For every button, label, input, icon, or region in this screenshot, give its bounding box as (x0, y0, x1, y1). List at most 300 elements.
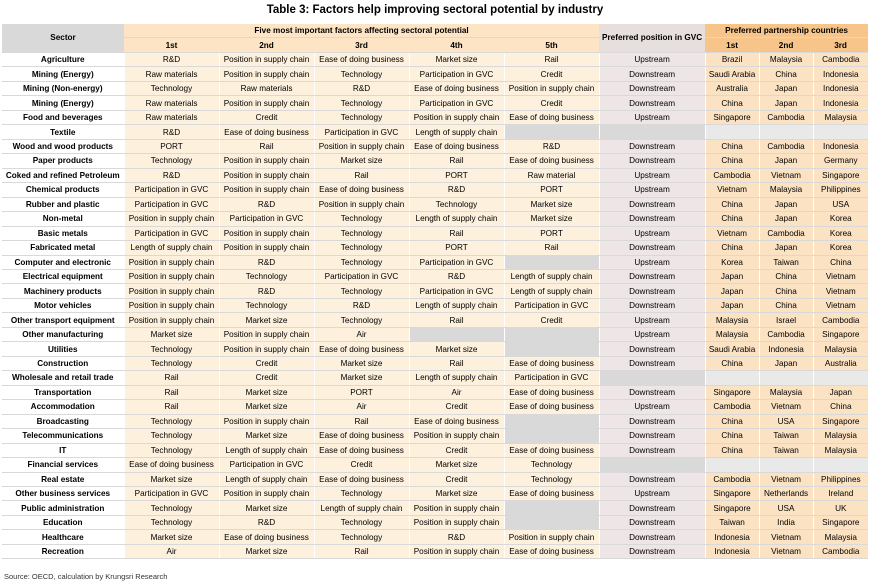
factor-cell: Participation in GVC (124, 487, 219, 501)
position-cell: Downstream (599, 530, 705, 544)
factor-cell: Participation in GVC (124, 197, 219, 211)
partner-cell: Malaysia (759, 385, 813, 399)
factor-cell: Participation in GVC (219, 212, 314, 226)
factor-cell (504, 327, 599, 341)
partner-cell: Japan (759, 154, 813, 168)
partner-cell: Malaysia (759, 52, 813, 66)
factor-cell: Air (124, 544, 219, 558)
table-row (2, 400, 868, 414)
factor-cell: Ease of doing business (314, 342, 409, 356)
partner-cell: Japan (759, 212, 813, 226)
position-cell (599, 458, 705, 472)
factor-cell: Ease of doing business (504, 110, 599, 124)
partner-cell: Indonesia (813, 81, 868, 95)
factor-cell: Raw materials (219, 81, 314, 95)
factor-cell: Ease of doing business (504, 544, 599, 558)
factor-cell: Participation in GVC (504, 298, 599, 312)
factor-cell: Rail (314, 414, 409, 428)
partner-cell: China (759, 67, 813, 81)
partner-cell: Korea (813, 212, 868, 226)
partner-cell: Cambodia (759, 226, 813, 240)
partner-cell: Malaysia (813, 530, 868, 544)
table-row (2, 269, 868, 283)
partner-cell: Malaysia (705, 327, 759, 341)
partner-cell: Taiwan (705, 515, 759, 529)
factor-cell (504, 515, 599, 529)
factor-cell: R&D (409, 269, 504, 283)
sector-cell: Wood and wood products (2, 139, 124, 153)
partner-cell: China (705, 212, 759, 226)
factor-cell: Ease of doing business (314, 443, 409, 457)
factor-cell: Market size (409, 487, 504, 501)
sector-cell: Other transport equipment (2, 313, 124, 327)
partner-cell: Indonesia (705, 544, 759, 558)
position-cell: Downstream (599, 472, 705, 486)
factor-cell: Length of supply chain (219, 443, 314, 457)
factor-cell: Technology (314, 515, 409, 529)
factor-cell: Length of supply chain (314, 501, 409, 515)
table-row (2, 458, 868, 472)
factor-cell: Market size (314, 356, 409, 370)
factor-cell: PORT (504, 226, 599, 240)
table-row (2, 67, 868, 81)
partner-cell: Germany (813, 154, 868, 168)
header-factors-group: Five most important factors affecting sectoral potential (124, 24, 599, 38)
factor-cell: Credit (219, 110, 314, 124)
factor-cell: Position in supply chain (219, 67, 314, 81)
factor-cell: Market size (219, 501, 314, 515)
table-row (2, 327, 868, 341)
partner-cell: China (813, 255, 868, 269)
sector-cell: Recreation (2, 544, 124, 558)
sector-cell: Rubber and plastic (2, 197, 124, 211)
factor-cell: Ease of doing business (409, 414, 504, 428)
sector-cell: Utilities (2, 342, 124, 356)
factor-cell: Length of supply chain (124, 241, 219, 255)
factor-cell: Position in supply chain (219, 96, 314, 110)
factor-cell: Rail (124, 385, 219, 399)
factor-cell: Position in supply chain (219, 487, 314, 501)
factor-cell: Market size (124, 327, 219, 341)
partner-cell: China (705, 356, 759, 370)
partner-cell: Cambodia (813, 313, 868, 327)
partner-cell: Israel (759, 313, 813, 327)
partner-cell: Saudi Arabia (705, 342, 759, 356)
factor-cell: Technology (124, 515, 219, 529)
factor-cell: R&D (124, 168, 219, 182)
factor-cell: Credit (219, 356, 314, 370)
table-row (2, 515, 868, 529)
factor-cell: Ease of doing business (219, 530, 314, 544)
factor-cell: Length of supply chain (409, 298, 504, 312)
sector-cell: Basic metals (2, 226, 124, 240)
factor-cell: Rail (504, 52, 599, 66)
partner-cell: Malaysia (705, 313, 759, 327)
partner-cell: Singapore (813, 168, 868, 182)
sector-cell: Electrical equipment (2, 269, 124, 283)
factor-cell: R&D (314, 298, 409, 312)
factor-cell: Market size (504, 212, 599, 226)
factor-cell: Technology (504, 458, 599, 472)
partner-cell: China (705, 197, 759, 211)
sector-cell: Public administration (2, 501, 124, 515)
header-partner-1st: 1st (705, 38, 759, 52)
sector-cell: Mining (Non-energy) (2, 81, 124, 95)
header-partner-2nd: 2nd (759, 38, 813, 52)
partner-cell: Japan (705, 298, 759, 312)
partner-cell: Japan (759, 356, 813, 370)
factors-table (2, 24, 868, 559)
partner-cell: Singapore (705, 110, 759, 124)
factor-cell: Technology (314, 284, 409, 298)
factor-cell: Ease of doing business (409, 81, 504, 95)
position-cell: Downstream (599, 501, 705, 515)
sector-cell: Other manufacturing (2, 327, 124, 341)
sector-cell: Coked and refined Petroleum (2, 168, 124, 182)
partner-cell: China (705, 241, 759, 255)
factor-cell: Market size (409, 458, 504, 472)
partner-cell: Australia (705, 81, 759, 95)
sector-cell: Non-metal (2, 212, 124, 226)
source-note: Source: OECD, calculation by Krungsri Research (4, 572, 168, 581)
sector-cell: Agriculture (2, 52, 124, 66)
position-cell: Downstream (599, 385, 705, 399)
factor-cell: Rail (314, 544, 409, 558)
partner-cell: Singapore (705, 487, 759, 501)
sector-cell: Accommodation (2, 400, 124, 414)
factor-cell: Ease of doing business (314, 472, 409, 486)
table-row (2, 443, 868, 457)
partner-cell: Singapore (705, 385, 759, 399)
partner-cell: Malaysia (813, 443, 868, 457)
factor-cell: Position in supply chain (124, 212, 219, 226)
sector-cell: Mining (Energy) (2, 96, 124, 110)
partner-cell: USA (813, 197, 868, 211)
factor-cell: Market size (219, 400, 314, 414)
factor-cell: Technology (314, 530, 409, 544)
partner-cell (705, 458, 759, 472)
partner-cell: Vietnam (705, 226, 759, 240)
partner-cell: Taiwan (759, 255, 813, 269)
position-cell: Downstream (599, 298, 705, 312)
factor-cell: R&D (409, 183, 504, 197)
factor-cell: Participation in GVC (409, 255, 504, 269)
position-cell: Upstream (599, 183, 705, 197)
position-cell: Downstream (599, 429, 705, 443)
partner-cell: Indonesia (759, 342, 813, 356)
position-cell: Downstream (599, 443, 705, 457)
factor-cell: Technology (314, 212, 409, 226)
partner-cell: China (759, 284, 813, 298)
factor-cell: Technology (504, 472, 599, 486)
factor-cell: Credit (314, 458, 409, 472)
factor-cell: Rail (409, 356, 504, 370)
factor-cell: Technology (314, 313, 409, 327)
factor-cell: Technology (219, 269, 314, 283)
partner-cell: Cambodia (759, 110, 813, 124)
factor-cell: Rail (124, 371, 219, 385)
factor-cell: Length of supply chain (504, 269, 599, 283)
factor-cell: Market size (124, 472, 219, 486)
header-sector: Sector (2, 24, 124, 52)
sector-cell: Machinery products (2, 284, 124, 298)
partner-cell: Brazil (705, 52, 759, 66)
partner-cell: Indonesia (813, 139, 868, 153)
partner-cell: Vietnam (759, 544, 813, 558)
sector-cell: Chemical products (2, 183, 124, 197)
sector-cell: Wholesale and retail trade (2, 371, 124, 385)
partner-cell: Cambodia (759, 327, 813, 341)
table-row (2, 125, 868, 139)
factor-cell: Ease of doing business (504, 487, 599, 501)
table-row (2, 81, 868, 95)
factor-cell: R&D (504, 139, 599, 153)
factor-cell: R&D (219, 197, 314, 211)
table-title: Table 3: Factors help improving sectoral potential by industry (266, 4, 604, 16)
partner-cell: Philippines (813, 183, 868, 197)
factor-cell: Participation in GVC (219, 458, 314, 472)
factor-cell: Air (314, 400, 409, 414)
factor-cell: Position in supply chain (409, 544, 504, 558)
header-factor-5th: 5th (504, 38, 599, 52)
table-row (2, 52, 868, 66)
position-cell: Downstream (599, 342, 705, 356)
sector-cell: Paper products (2, 154, 124, 168)
factor-cell: Technology (124, 342, 219, 356)
partner-cell: Vietnam (759, 400, 813, 414)
sector-cell: Healthcare (2, 530, 124, 544)
factor-cell: Position in supply chain (409, 515, 504, 529)
factor-cell: Position in supply chain (124, 284, 219, 298)
factor-cell (504, 342, 599, 356)
position-cell: Downstream (599, 241, 705, 255)
factor-cell: Rail (409, 313, 504, 327)
sector-cell: Motor vehicles (2, 298, 124, 312)
factor-cell: Position in supply chain (124, 298, 219, 312)
factor-cell: Technology (314, 110, 409, 124)
partner-cell: China (759, 269, 813, 283)
factor-cell (504, 125, 599, 139)
factor-cell: Ease of doing business (124, 458, 219, 472)
factor-cell: Ease of doing business (504, 400, 599, 414)
factor-cell: Market size (504, 197, 599, 211)
factor-cell: Ease of doing business (504, 385, 599, 399)
factor-cell: Market size (409, 52, 504, 66)
factor-cell (504, 255, 599, 269)
factor-cell: Market size (219, 544, 314, 558)
factor-cell: Credit (504, 96, 599, 110)
partner-cell: Japan (705, 269, 759, 283)
partner-cell: Vietnam (813, 284, 868, 298)
factor-cell: R&D (124, 52, 219, 66)
factor-cell: Position in supply chain (219, 154, 314, 168)
factor-cell: Market size (409, 342, 504, 356)
header-row-1 (2, 24, 868, 38)
table-row (2, 414, 868, 428)
factor-cell: Position in supply chain (219, 183, 314, 197)
partner-cell: Cambodia (705, 472, 759, 486)
partner-cell: China (705, 96, 759, 110)
factor-cell: Participation in GVC (314, 269, 409, 283)
partner-cell: Cambodia (813, 52, 868, 66)
sector-cell: Food and beverages (2, 110, 124, 124)
partner-cell: Japan (759, 197, 813, 211)
table-row (2, 544, 868, 558)
position-cell: Downstream (599, 96, 705, 110)
partner-cell: Indonesia (813, 67, 868, 81)
factor-cell (409, 327, 504, 341)
partner-cell: Cambodia (705, 168, 759, 182)
factor-cell: Raw materials (124, 110, 219, 124)
factor-cell: Position in supply chain (409, 110, 504, 124)
sector-cell: Textile (2, 125, 124, 139)
factor-cell: Ease of doing business (219, 125, 314, 139)
factor-cell: Technology (409, 197, 504, 211)
factor-cell: Position in supply chain (409, 501, 504, 515)
partner-cell: China (705, 154, 759, 168)
factor-cell: Ease of doing business (314, 52, 409, 66)
partner-cell: Malaysia (813, 429, 868, 443)
partner-cell: Philippines (813, 472, 868, 486)
factor-cell: Position in supply chain (504, 530, 599, 544)
factor-cell: Participation in GVC (409, 67, 504, 81)
factor-cell: Technology (314, 487, 409, 501)
table-body (2, 52, 868, 558)
factor-cell: Position in supply chain (219, 414, 314, 428)
table-row (2, 154, 868, 168)
factor-cell: Raw materials (124, 67, 219, 81)
factor-cell: Market size (314, 154, 409, 168)
factor-cell: Technology (314, 241, 409, 255)
partner-cell: Australia (813, 356, 868, 370)
partner-cell: Taiwan (759, 429, 813, 443)
header-factor-2nd: 2nd (219, 38, 314, 52)
table-row (2, 530, 868, 544)
sector-cell: Financial services (2, 458, 124, 472)
sector-cell: IT (2, 443, 124, 457)
factor-cell: Rail (504, 241, 599, 255)
sector-cell: Construction (2, 356, 124, 370)
position-cell: Upstream (599, 168, 705, 182)
sector-cell: Real estate (2, 472, 124, 486)
factor-cell: Length of supply chain (219, 472, 314, 486)
partner-cell: Japan (759, 81, 813, 95)
partner-cell: Malaysia (759, 183, 813, 197)
factor-cell: Participation in GVC (124, 183, 219, 197)
factor-cell: Length of supply chain (409, 212, 504, 226)
factor-cell: Technology (124, 356, 219, 370)
partner-cell (813, 458, 868, 472)
partner-cell: Korea (813, 241, 868, 255)
factor-cell: Rail (124, 400, 219, 414)
factor-cell: PORT (124, 139, 219, 153)
position-cell: Downstream (599, 515, 705, 529)
partner-cell: China (705, 139, 759, 153)
factor-cell (504, 414, 599, 428)
factor-cell: Market size (219, 385, 314, 399)
factor-cell: Technology (219, 298, 314, 312)
partner-cell: Singapore (813, 327, 868, 341)
partner-cell: USA (759, 414, 813, 428)
position-cell: Downstream (599, 67, 705, 81)
position-cell: Downstream (599, 284, 705, 298)
position-cell (599, 371, 705, 385)
factor-cell: Position in supply chain (219, 327, 314, 341)
table-row (2, 96, 868, 110)
factor-cell: Rail (314, 168, 409, 182)
factor-cell: PORT (314, 385, 409, 399)
position-cell: Downstream (599, 414, 705, 428)
partner-cell: Indonesia (813, 96, 868, 110)
table-row (2, 226, 868, 240)
factor-cell: Rail (219, 139, 314, 153)
factor-cell: R&D (219, 515, 314, 529)
header-partner-3rd: 3rd (813, 38, 868, 52)
factor-cell: Position in supply chain (124, 255, 219, 269)
factor-cell: Air (314, 327, 409, 341)
header-partners-group: Preferred partnership countries (705, 24, 868, 38)
sector-cell: Other business services (2, 487, 124, 501)
factor-cell: PORT (504, 183, 599, 197)
factor-cell: Credit (219, 371, 314, 385)
factor-cell: Position in supply chain (124, 313, 219, 327)
factor-cell: Position in supply chain (219, 226, 314, 240)
sector-cell: Fabricated metal (2, 241, 124, 255)
table-row (2, 298, 868, 312)
factor-cell: R&D (314, 81, 409, 95)
position-cell: Upstream (599, 487, 705, 501)
factor-cell: Position in supply chain (409, 429, 504, 443)
factor-cell: Technology (124, 501, 219, 515)
factor-cell: Ease of doing business (409, 139, 504, 153)
sector-cell: Telecommunications (2, 429, 124, 443)
position-cell: Downstream (599, 139, 705, 153)
factor-cell: Technology (314, 226, 409, 240)
partner-cell: Ireland (813, 487, 868, 501)
factor-cell: Participation in GVC (124, 226, 219, 240)
factor-cell: Credit (409, 472, 504, 486)
factor-cell: Technology (314, 255, 409, 269)
factor-cell: Participation in GVC (409, 96, 504, 110)
table-row (2, 183, 868, 197)
partner-cell: China (813, 400, 868, 414)
factor-cell: Technology (124, 154, 219, 168)
partner-cell: Vietnam (813, 298, 868, 312)
factor-cell: Raw material (504, 168, 599, 182)
position-cell: Upstream (599, 255, 705, 269)
table-row (2, 356, 868, 370)
position-cell: Downstream (599, 197, 705, 211)
partner-cell: Taiwan (759, 443, 813, 457)
partner-cell (705, 371, 759, 385)
factor-cell: Rail (409, 154, 504, 168)
table-row (2, 139, 868, 153)
table-row (2, 472, 868, 486)
factor-cell: Technology (124, 429, 219, 443)
factor-cell: PORT (409, 168, 504, 182)
partner-cell: USA (759, 501, 813, 515)
partner-cell (813, 125, 868, 139)
factor-cell: Technology (314, 67, 409, 81)
partner-cell (759, 371, 813, 385)
header-factor-4th: 4th (409, 38, 504, 52)
partner-cell: Malaysia (813, 110, 868, 124)
factor-cell: Length of supply chain (409, 125, 504, 139)
position-cell: Downstream (599, 81, 705, 95)
table-row (2, 168, 868, 182)
partner-cell: China (705, 414, 759, 428)
position-cell: Downstream (599, 544, 705, 558)
